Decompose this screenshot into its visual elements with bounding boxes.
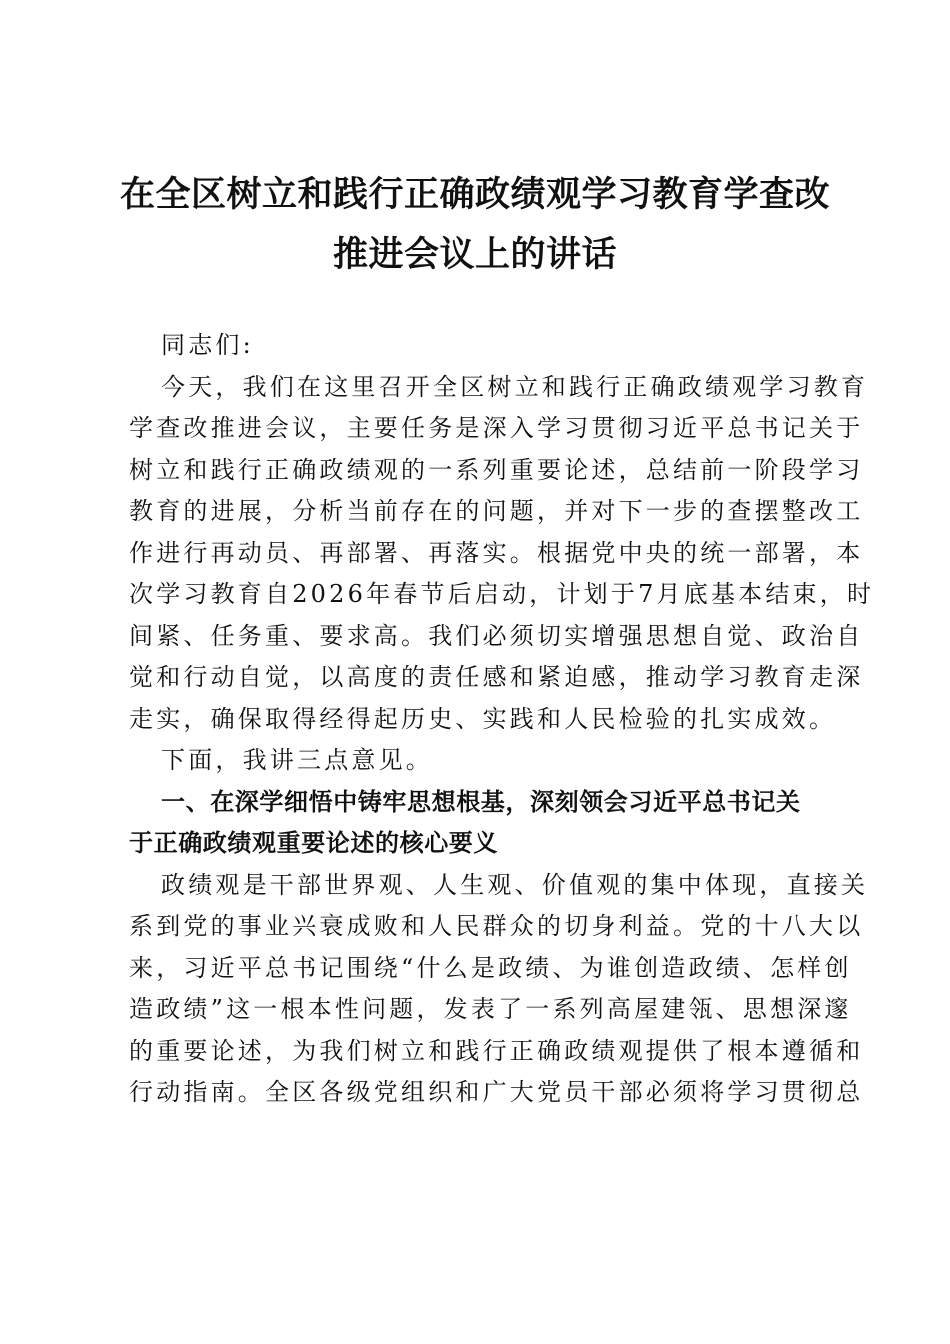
intro-line: 学查改推进会议，主要任务是深入学习贯彻习近平总书记关于 [129, 414, 864, 442]
title-line-1: 在全区树立和践行正确政绩观学习教育学查改 [119, 174, 830, 215]
intro-line: 间紧、任务重、要求高。我们必须切实增强思想自觉、政治自 [129, 621, 864, 650]
section-body-line: 来，习近平总书记围绕“什么是政绩、为谁创造政绩、怎样创 [129, 953, 852, 982]
intro-line: 作进行再动员、再部署、再落实。根据党中央的统一部署，本 [129, 538, 864, 567]
intro-line: 觉和行动自觉，以高度的责任感和紧迫感，推动学习教育走深 [129, 663, 864, 691]
document-body [129, 325, 875, 1114]
intro-line: 教育的进展，分析当前存在的问题，并对下一步的查摆整改工 [129, 497, 864, 525]
intro-line: 走实，确保取得经得起历史、实践和人民检验的扎实成效。 [129, 704, 837, 733]
section-body-line: 的重要论述，为我们树立和践行正确政绩观提供了根本遵循和 [129, 1036, 864, 1065]
section-body-line: 造政绩”这一根本性问题，发表了一系列高屋建瓴、思想深邃 [129, 995, 852, 1023]
section-body-line: 政绩观是干部世界观、人生观、价值观的集中体现，直接关 [161, 870, 869, 899]
intro-line: 树立和践行正确政绩观的一系列重要论述，总结前一阶段学习 [129, 455, 864, 484]
section-body-line: 行动指南。全区各级党组织和广大党员干部必须将学习贯彻总 [129, 1078, 864, 1106]
intro-line: 今天，我们在这里召开全区树立和践行正确政绩观学习教育 [161, 372, 869, 401]
section-heading-line: 于正确政绩观重要论述的核心要义 [129, 829, 498, 857]
salutation-paragraph [129, 325, 833, 367]
document-title [115, 165, 835, 285]
intro-line: 次学习教育自2026年春节后启动，计划于7月底基本结束，时 [129, 580, 875, 608]
section-1-paragraph [129, 865, 869, 1114]
section-heading-line: 一、在深学细悟中铸牢思想根基，深刻领会习近平总书记关 [161, 787, 801, 816]
transition-paragraph [129, 740, 833, 782]
section-body-line: 系到党的事业兴衰成败和人民群众的切身利益。党的十八大以 [129, 912, 864, 940]
transition-text: 下面，我讲三点意见。 [161, 746, 433, 774]
intro-paragraph [129, 367, 875, 741]
salutation: 同志们: [161, 331, 254, 359]
section-1-heading [129, 782, 833, 865]
title-line-2: 推进会议上的讲话 [332, 234, 617, 275]
